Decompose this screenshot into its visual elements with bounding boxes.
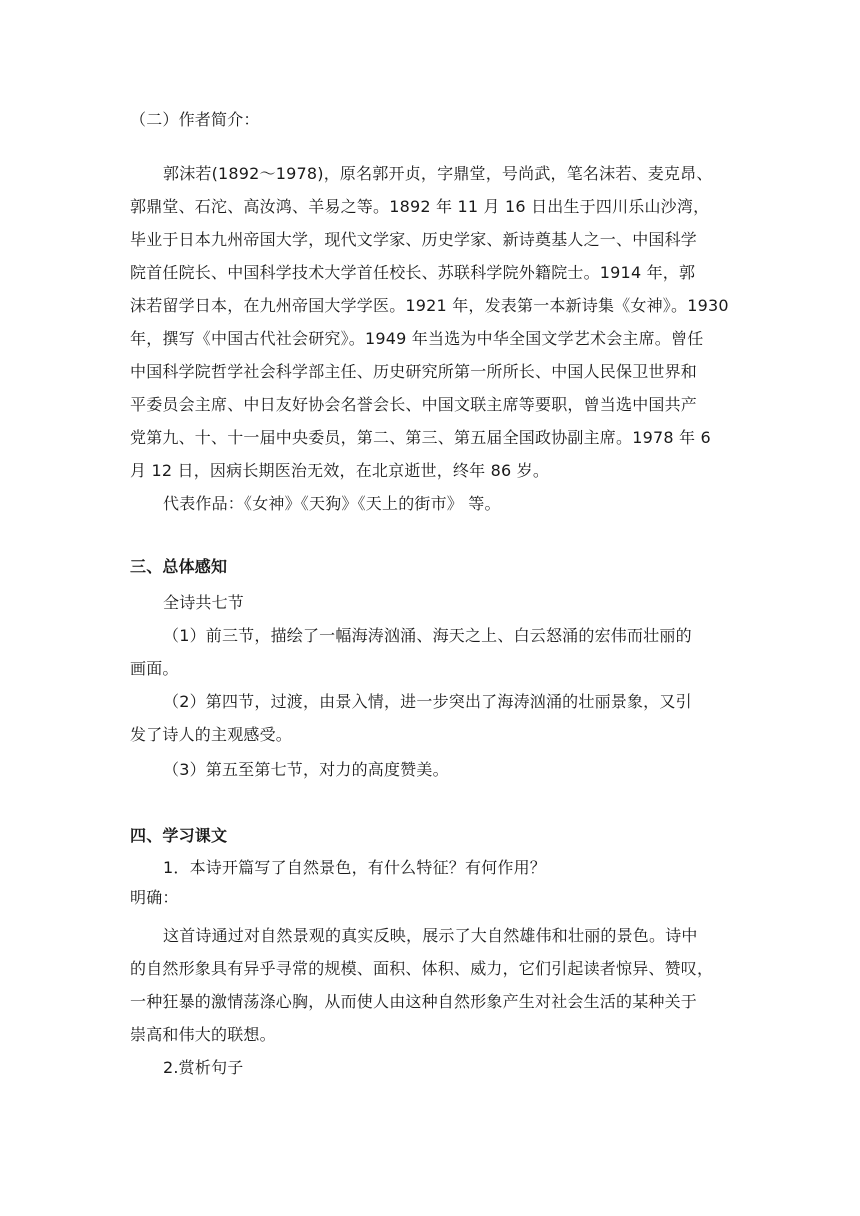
bio-line: 党第九、十、十一届中央委员，第二、第三、第五届全国政协副主席。1978 年 6 bbox=[130, 428, 711, 447]
overview-heading: 三、总体感知 bbox=[130, 557, 228, 576]
answer-line: 一种狂暴的激情荡涤心胸，从而使人由这种自然形象产生对社会生活的某种关于 bbox=[130, 992, 698, 1011]
question-1: 1．本诗开篇写了自然景色，有什么特征？有何作用？ bbox=[163, 858, 546, 877]
overview-point-3: （3）第五至第七节，对力的高度赞美。 bbox=[163, 760, 449, 779]
bio-line: 年，撰写《中国古代社会研究》。1949 年当选为中华全国文学艺术会主席。曾任 bbox=[130, 329, 704, 348]
representative-works: 代表作品：《女神》《天狗》《天上的街市》 等。 bbox=[163, 494, 501, 513]
bio-line: 毕业于日本九州帝国大学，现代文学家、历史学家、新诗奠基人之一、中国科学 bbox=[130, 230, 698, 249]
answer-label: 明确： bbox=[130, 888, 179, 907]
question-2: 2.赏析句子 bbox=[163, 1058, 244, 1077]
bio-line: 郭鼎堂、石沱、高汝鸿、羊易之等。1892 年 11 月 16 日出生于四川乐山沙湾， bbox=[130, 197, 710, 216]
answer-line: 这首诗通过对自然景观的真实反映，展示了大自然雄伟和壮丽的景色。诗中 bbox=[163, 926, 698, 945]
study-heading: 四、学习课文 bbox=[130, 826, 228, 845]
answer-line: 崇高和伟大的联想。 bbox=[130, 1025, 276, 1044]
bio-line: 月 12 日，因病长期医治无效，在北京逝世，终年 86 岁。 bbox=[130, 461, 550, 480]
answer-line: 的自然形象具有异乎寻常的规模、面积、体积、威力，它们引起读者惊异、赞叹， bbox=[130, 959, 714, 978]
overview-point-1: （1）前三节，描绘了一幅海涛汹涌、海天之上、白云怒涌的宏伟而壮丽的 bbox=[163, 626, 692, 645]
bio-line: 中国科学院哲学社会科学部主任、历史研究所第一所所长、中国人民保卫世界和 bbox=[130, 362, 698, 381]
bio-line: 院首任院长、中国科学技术大学首任校长、苏联科学院外籍院士。1914 年，郭 bbox=[130, 263, 696, 282]
bio-line: 沫若留学日本，在九州帝国大学学医。1921 年，发表第一本新诗集《女神》。1930 bbox=[130, 296, 729, 315]
author-section-heading: （二）作者简介： bbox=[130, 110, 260, 129]
overview-point-2-cont: 发了诗人的主观感受。 bbox=[130, 725, 293, 744]
overview-intro: 全诗共七节 bbox=[163, 593, 245, 612]
bio-line: 郭沫若(1892～1978)，原名郭开贞，字鼎堂，号尚武，笔名沫若、麦克昂、 bbox=[163, 164, 713, 183]
overview-point-2: （2）第四节，过渡，由景入情，进一步突出了海涛汹涌的壮丽景象，又引 bbox=[163, 692, 692, 711]
bio-line: 平委员会主席、中日友好协会名誉会长、中国文联主席等要职，曾当选中国共产 bbox=[130, 395, 698, 414]
overview-point-1-cont: 画面。 bbox=[130, 659, 179, 678]
